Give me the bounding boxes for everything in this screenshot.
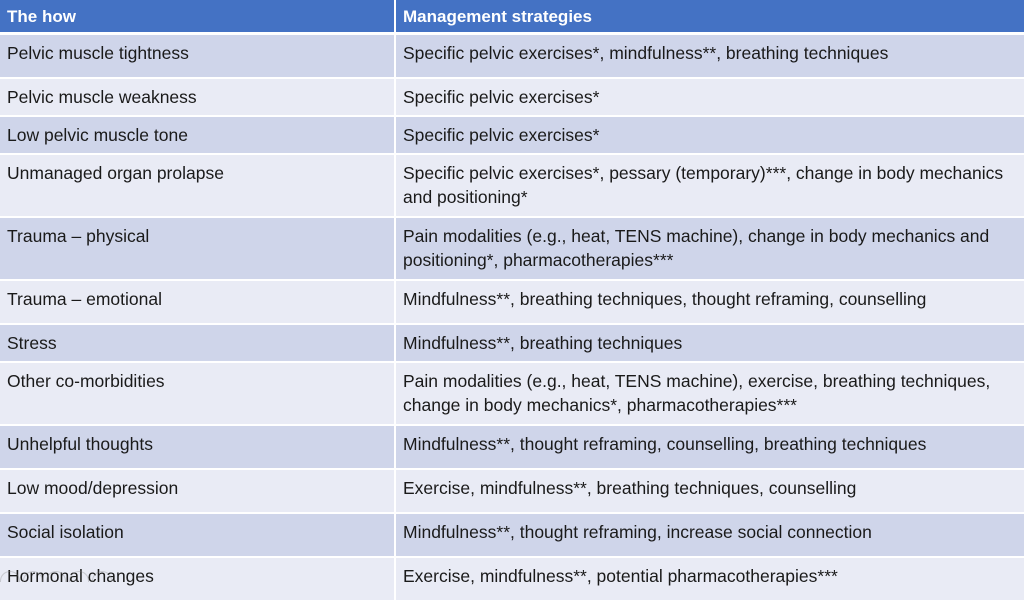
strategy-cell: Mindfulness**, breathing techniques, thought reframing, counselling (395, 280, 1024, 324)
pen-icon[interactable] (23, 571, 43, 582)
strategy-cell: Mindfulness**, breathing techniques (395, 324, 1024, 362)
strategy-cell: Exercise, mindfulness**, potential pharmacotherapies*** (395, 557, 1024, 601)
strategy-cell: Specific pelvic exercises* (395, 78, 1024, 116)
cause-cell: Hormonal changes (0, 557, 395, 601)
table-row (0, 425, 1024, 469)
cause-cell: Low mood/depression (0, 469, 395, 513)
table-row (0, 154, 1024, 217)
cause-cell: Social isolation (0, 513, 395, 557)
table-row (0, 217, 1024, 280)
strategy-cell: Mindfulness**, thought reframing, counselling, breathing techniques (395, 425, 1024, 469)
more-options-icon[interactable] (92, 571, 112, 582)
strategy-cell: Exercise, mindfulness**, breathing techniques, counselling (395, 469, 1024, 513)
cause-cell: Stress (0, 324, 395, 362)
cause-cell: Unhelpful thoughts (0, 425, 395, 469)
table-row (0, 78, 1024, 116)
table-row (0, 280, 1024, 324)
cause-cell: Unmanaged organ prolapse (0, 154, 395, 217)
column-header-strategies: Management strategies (395, 0, 1024, 34)
strategy-cell: Pain modalities (e.g., heat, TENS machine), change in body mechanics and positioning*, pharmacotherapies*** (395, 217, 1024, 280)
table-row (0, 362, 1024, 425)
cause-cell: Trauma – emotional (0, 280, 395, 324)
cause-cell: Trauma – physical (0, 217, 395, 280)
cause-cell: Other co-morbidities (0, 362, 395, 425)
strategy-cell: Specific pelvic exercises* (395, 116, 1024, 154)
strategy-cell: Mindfulness**, thought reframing, increase social connection (395, 513, 1024, 557)
cause-cell: Pelvic muscle weakness (0, 78, 395, 116)
table-row (0, 324, 1024, 362)
previous-icon[interactable] (0, 571, 20, 582)
strategy-cell: Specific pelvic exercises*, mindfulness**, breathing techniques (395, 34, 1024, 79)
strategy-cell: Pain modalities (e.g., heat, TENS machine), exercise, breathing techniques, change in body mechanics*, pharmacotherapies*** (395, 362, 1024, 425)
table-row (0, 513, 1024, 557)
strategy-cell: Specific pelvic exercises*, pessary (temporary)***, change in body mechanics and positioning* (395, 154, 1024, 217)
slides-icon[interactable] (46, 571, 66, 582)
slide-toolbar[interactable] (0, 571, 112, 582)
table-row (0, 469, 1024, 513)
table-row (0, 557, 1024, 601)
cause-cell: Low pelvic muscle tone (0, 116, 395, 154)
table-row (0, 34, 1024, 79)
header-row (0, 0, 1024, 34)
column-header-how: The how (0, 0, 395, 34)
table-row (0, 116, 1024, 154)
cause-cell: Pelvic muscle tightness (0, 34, 395, 79)
zoom-icon[interactable] (69, 571, 89, 582)
